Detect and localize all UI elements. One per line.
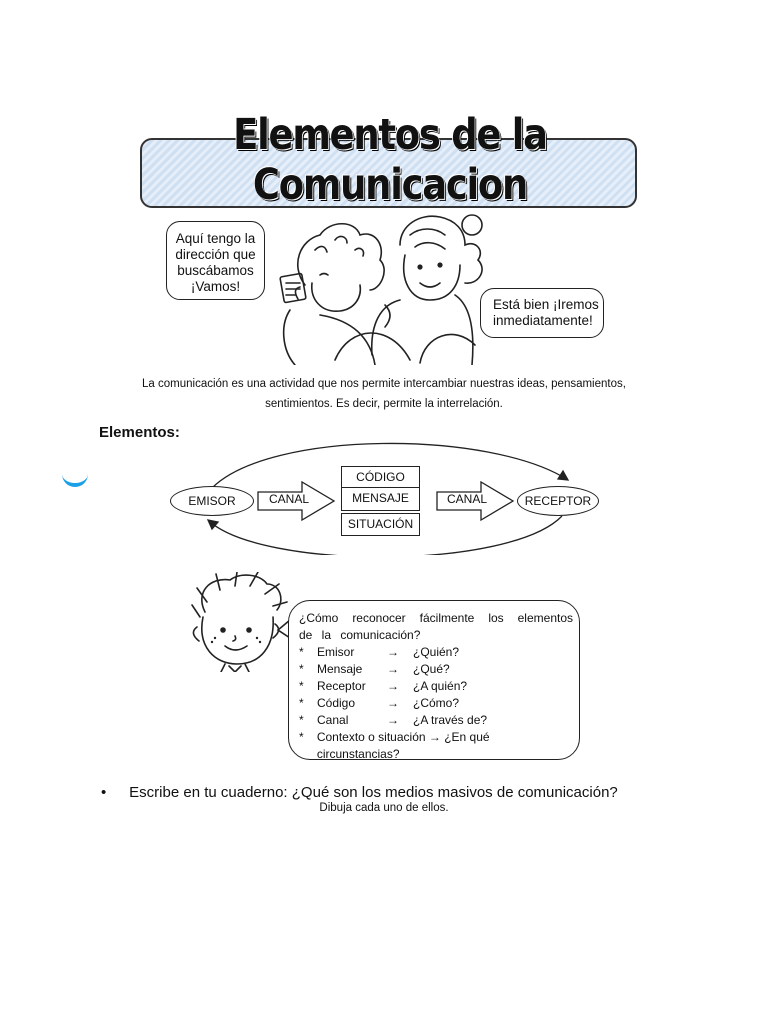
question-row: [299, 712, 573, 729]
canal-right-label: CANAL: [446, 492, 487, 506]
arrow-icon: →: [387, 713, 399, 727]
bubble-line: Está bien ¡Iremos: [493, 297, 599, 312]
elements-heading: Elementos:: [99, 424, 180, 441]
situacion-box: SITUACIÓN: [341, 513, 420, 536]
emisor-node: EMISOR: [170, 486, 254, 516]
asterisk: *: [299, 713, 304, 727]
row-question: ¿Quién?: [413, 645, 460, 659]
speech-bubble-left: [166, 221, 265, 300]
asterisk: *: [299, 696, 304, 710]
row-question: ¿A quién?: [413, 679, 468, 693]
page-title: Elementos de la Comunicacion: [233, 110, 547, 210]
intro-line: sentimientos. Es decir, permite la interrelación.: [265, 398, 503, 410]
task-line: [101, 784, 618, 801]
question-row: [299, 644, 573, 661]
arrow-icon: →: [387, 679, 399, 693]
row-term: Código: [317, 696, 356, 710]
receptor-node: RECEPTOR: [517, 486, 599, 516]
asterisk: *: [299, 679, 304, 693]
question-bubble: [288, 600, 580, 760]
row-question: ¿Qué?: [413, 662, 450, 676]
arrow-icon: →: [387, 696, 399, 710]
codigo-box: CÓDIGO: [341, 466, 420, 488]
canal-left-label: CANAL: [268, 492, 309, 506]
row-term: Mensaje: [317, 662, 363, 676]
bubble-line: inmediatamente!: [493, 313, 593, 328]
arrow-icon: →: [387, 662, 399, 676]
asterisk: *: [299, 730, 304, 744]
bubble-line: Aquí tengo la: [175, 231, 256, 246]
question-row: [299, 661, 573, 678]
row-term: Canal: [317, 713, 349, 727]
row-context: Contexto o situación → ¿En qué circunstancias?: [316, 730, 490, 761]
instruction-text: Dibuja cada uno de ellos.: [319, 802, 449, 814]
blue-mark: [62, 470, 88, 487]
question-row: [299, 729, 573, 763]
bubble-line: dirección que: [175, 247, 256, 262]
row-term: Emisor: [317, 645, 355, 659]
question-title: ¿Cómo reconocer fácilmente los elementos de la comunicación?: [299, 611, 573, 642]
mensaje-box: MENSAJE: [341, 488, 420, 511]
arrow-icon: →: [387, 645, 399, 659]
intro-paragraph: [120, 374, 648, 414]
asterisk: *: [299, 645, 304, 659]
bullet-icon: •: [101, 784, 107, 801]
row-question: ¿Cómo?: [413, 696, 460, 710]
question-row: [299, 678, 573, 695]
speech-bubble-right: [480, 288, 604, 338]
children-illustration: [260, 205, 490, 365]
asterisk: *: [299, 662, 304, 676]
task-text: Escribe en tu cuaderno: ¿Qué son los medios masivos de comunicación?: [129, 784, 618, 801]
row-term: Receptor: [317, 679, 366, 693]
question-row: [299, 695, 573, 712]
bubble-line: buscábamos: [177, 263, 254, 278]
row-question: ¿A través de?: [413, 713, 488, 727]
intro-line: La comunicación es una actividad que nos permite intercambiar nuestras ideas, pensamientos,: [142, 378, 626, 390]
bubble-line: ¡Vamos!: [190, 279, 241, 294]
